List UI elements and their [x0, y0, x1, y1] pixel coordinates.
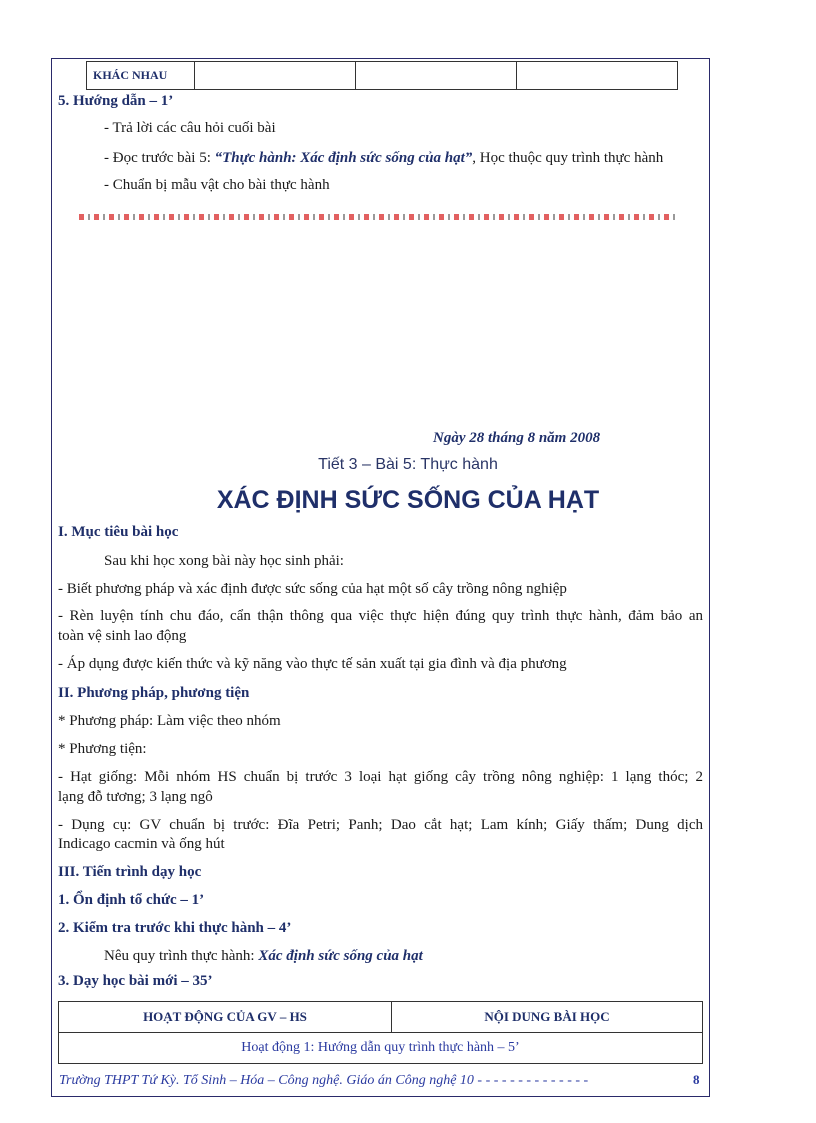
page-number: 8 [693, 1072, 700, 1087]
section5-heading: 5. Hướng dẫn – 1’ [58, 93, 174, 109]
section1-heading: I. Mục tiêu bài học [58, 524, 179, 540]
table-cell: KHÁC NHAU [87, 62, 195, 90]
section5-line3: - Chuẩn bị mẫu vật cho bài thực hành [104, 177, 330, 193]
section1-bullet2-line1: - Rèn luyện tính chu đáo, cẩn thận thông qua việc thực hiện đúng quy trình thực hành, đảm bảo an [58, 608, 703, 624]
activity-table [58, 1001, 703, 1064]
lesson-date: Ngày 28 tháng 8 năm 2008 [433, 430, 601, 446]
step3-heading: 3. Dạy học bài mới – 35’ [58, 973, 213, 989]
section2-means: * Phương tiện: [58, 741, 147, 757]
section5-line2 [104, 150, 663, 167]
section5-line1: - Trả lời các câu hỏi cuối bài [104, 120, 276, 136]
comparison-table-tail [86, 61, 678, 90]
section2-tools-line2: Indicago cacmin và ống hút [58, 836, 225, 852]
section2-seeds-line2: lạng đỗ tương; 3 lạng ngô [58, 789, 213, 805]
text: - Đọc trước bài 5: [104, 150, 215, 166]
page-footer: Trường THPT Tứ Kỳ. Tổ Sinh – Hóa – Công nghệ. Giáo án Công nghệ 10 - - - - - - - - - - - - - - [59, 1073, 589, 1088]
section1-bullet3: - Áp dụng được kiến thức và kỹ năng vào thực tế sản xuất tại gia đình và địa phương [58, 656, 567, 672]
step2-text [104, 948, 423, 965]
section1-bullet1: - Biết phương pháp và xác định được sức sống của hạt một số cây trồng nông nghiệp [58, 581, 567, 597]
step1-heading: 1. Ổn định tổ chức – 1’ [58, 892, 205, 908]
lesson-subtitle: Tiết 3 – Bài 5: Thực hành [318, 456, 498, 473]
emphasis-text: “Thực hành: Xác định sức sống của hạt” [214, 150, 473, 166]
section2-heading: II. Phương pháp, phương tiện [58, 685, 250, 701]
section1-bullet2-line2: toàn vệ sinh lao động [58, 628, 187, 644]
section2-seeds-line1: - Hạt giống: Mỗi nhóm HS chuẩn bị trước 3 loại hạt giống cây trồng nông nghiệp: 1 lạng thóc; 2 [58, 769, 703, 785]
table-header: NỘI DUNG BÀI HỌC [392, 1002, 703, 1033]
table-row: Hoạt động 1: Hướng dẫn quy trình thực hành – 5’ [59, 1033, 703, 1064]
section2-tools-line1: - Dụng cụ: GV chuẩn bị trước: Đĩa Petri; Panh; Dao cắt hạt; Lam kính; Giấy thấm; Dung dịch [58, 817, 703, 833]
section2-method: * Phương pháp: Làm việc theo nhóm [58, 713, 281, 729]
decorative-divider [79, 214, 675, 220]
step2-heading: 2. Kiểm tra trước khi thực hành – 4’ [58, 920, 292, 936]
table-cell [517, 62, 678, 90]
table-cell [356, 62, 517, 90]
text: Nêu quy trình thực hành: [104, 948, 259, 964]
table-header: HOẠT ĐỘNG CỦA GV – HS [59, 1002, 392, 1033]
section3-heading: III. Tiến trình dạy học [58, 864, 202, 880]
table-cell [195, 62, 356, 90]
text: , Học thuộc quy trình thực hành [472, 150, 664, 166]
section1-intro: Sau khi học xong bài này học sinh phải: [104, 553, 344, 569]
lesson-title: XÁC ĐỊNH SỨC SỐNG CỦA HẠT [216, 486, 600, 514]
emphasis-text: Xác định sức sống của hạt [258, 948, 423, 964]
